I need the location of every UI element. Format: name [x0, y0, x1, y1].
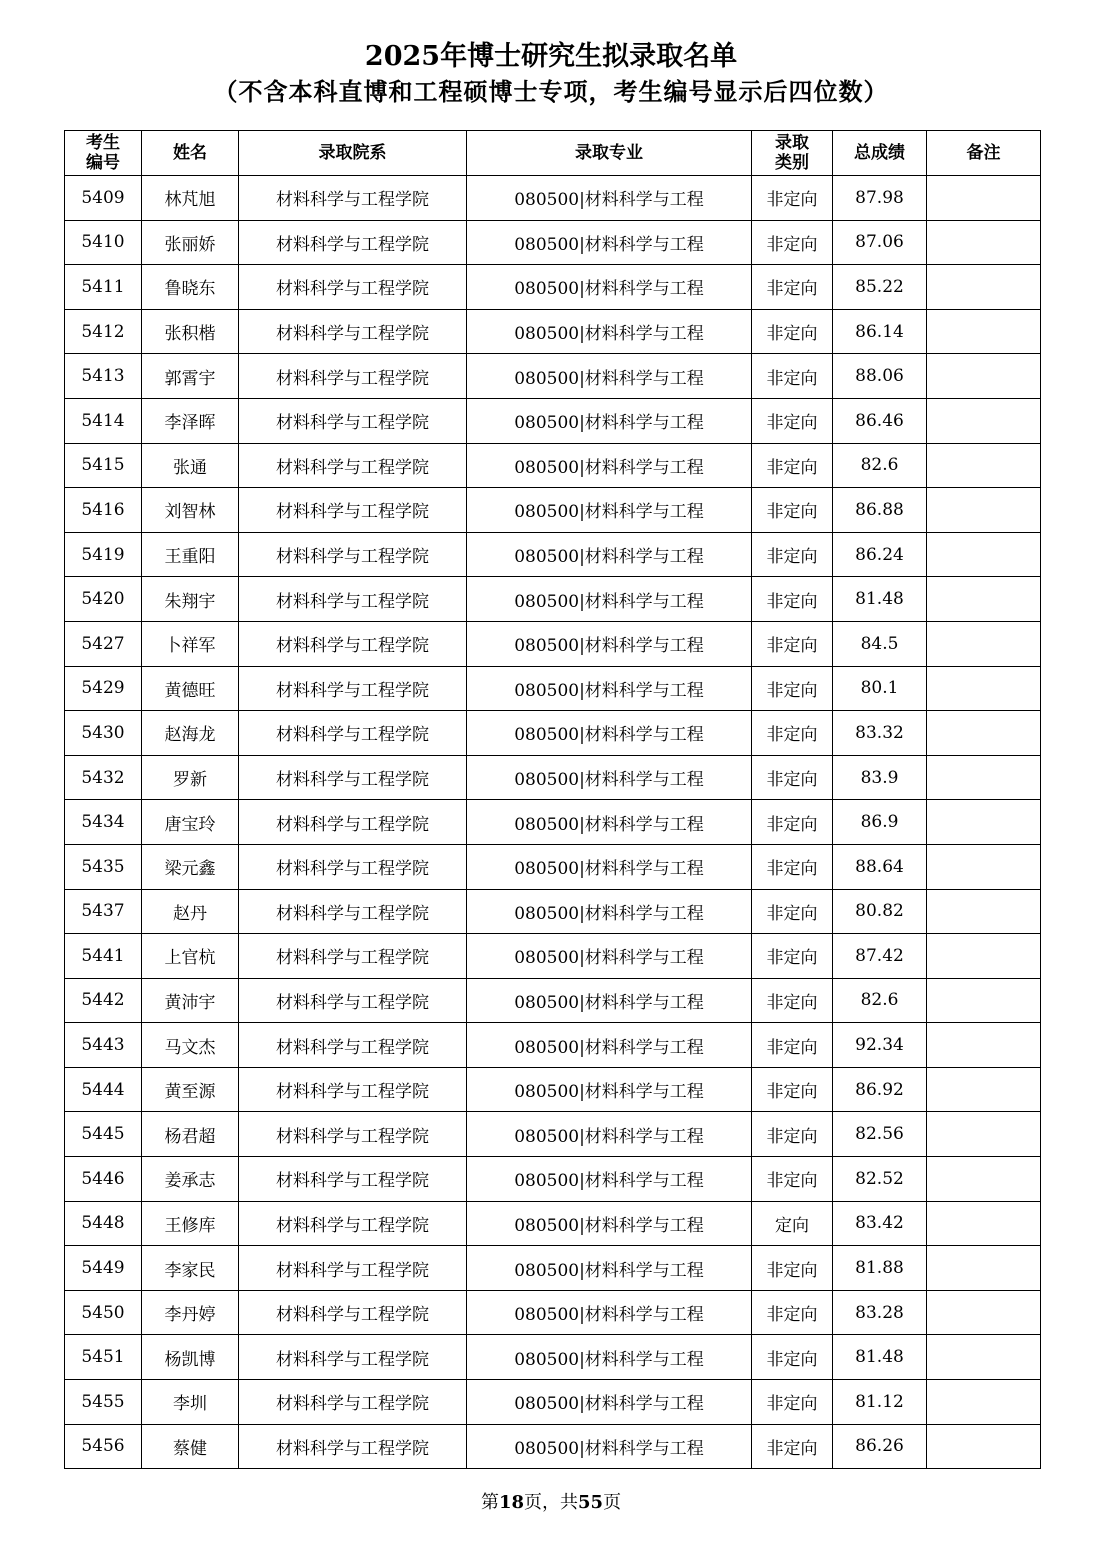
cell-department: 材料科学与工程学院 [239, 1290, 467, 1335]
cell-name: 卜祥军 [142, 621, 239, 666]
table-row [65, 176, 1041, 221]
cell-score: 81.12 [833, 1380, 927, 1425]
cell-category: 非定向 [752, 398, 833, 443]
cell-exam-id: 5434 [65, 800, 142, 845]
cell-score: 86.14 [833, 309, 927, 354]
cell-major: 080500|材料科学与工程 [467, 934, 752, 979]
cell-department: 材料科学与工程学院 [239, 621, 467, 666]
cell-remarks [927, 1335, 1041, 1380]
cell-score: 86.46 [833, 398, 927, 443]
cell-remarks [927, 711, 1041, 756]
cell-category: 非定向 [752, 666, 833, 711]
header-exam-id: 考生编号 [65, 131, 142, 176]
cell-exam-id: 5416 [65, 488, 142, 533]
cell-name: 王修库 [142, 1201, 239, 1246]
footer-page-total: 55 [578, 1492, 604, 1513]
cell-remarks [927, 1380, 1041, 1425]
cell-score: 82.56 [833, 1112, 927, 1157]
table-row [65, 1067, 1041, 1112]
cell-score: 82.52 [833, 1157, 927, 1202]
cell-category: 非定向 [752, 488, 833, 533]
table-row [65, 711, 1041, 756]
cell-major: 080500|材料科学与工程 [467, 220, 752, 265]
cell-remarks [927, 220, 1041, 265]
cell-score: 86.24 [833, 532, 927, 577]
cell-major: 080500|材料科学与工程 [467, 1246, 752, 1291]
header-score: 总成绩 [833, 131, 927, 176]
cell-category: 非定向 [752, 176, 833, 221]
cell-remarks [927, 443, 1041, 488]
cell-exam-id: 5430 [65, 711, 142, 756]
cell-major: 080500|材料科学与工程 [467, 1424, 752, 1469]
table-row [65, 1201, 1041, 1246]
table-row [65, 934, 1041, 979]
cell-department: 材料科学与工程学院 [239, 532, 467, 577]
cell-exam-id: 5437 [65, 889, 142, 934]
cell-remarks [927, 1290, 1041, 1335]
cell-name: 梁元鑫 [142, 844, 239, 889]
cell-major: 080500|材料科学与工程 [467, 844, 752, 889]
cell-score: 83.9 [833, 755, 927, 800]
cell-category: 非定向 [752, 844, 833, 889]
cell-score: 82.6 [833, 978, 927, 1023]
cell-department: 材料科学与工程学院 [239, 844, 467, 889]
cell-category: 非定向 [752, 1067, 833, 1112]
table-row [65, 1246, 1041, 1291]
cell-category: 非定向 [752, 621, 833, 666]
cell-name: 赵海龙 [142, 711, 239, 756]
cell-category: 非定向 [752, 934, 833, 979]
cell-category: 非定向 [752, 532, 833, 577]
table-row [65, 666, 1041, 711]
table-row [65, 1112, 1041, 1157]
cell-name: 罗新 [142, 755, 239, 800]
cell-major: 080500|材料科学与工程 [467, 978, 752, 1023]
table-row [65, 800, 1041, 845]
cell-major: 080500|材料科学与工程 [467, 800, 752, 845]
cell-category: 非定向 [752, 1157, 833, 1202]
table-row [65, 621, 1041, 666]
table-header-row [65, 131, 1041, 176]
cell-exam-id: 5413 [65, 354, 142, 399]
cell-major: 080500|材料科学与工程 [467, 1023, 752, 1068]
cell-score: 87.42 [833, 934, 927, 979]
cell-major: 080500|材料科学与工程 [467, 488, 752, 533]
table-row [65, 844, 1041, 889]
cell-major: 080500|材料科学与工程 [467, 1157, 752, 1202]
cell-category: 非定向 [752, 354, 833, 399]
cell-department: 材料科学与工程学院 [239, 443, 467, 488]
cell-score: 87.98 [833, 176, 927, 221]
cell-exam-id: 5409 [65, 176, 142, 221]
cell-department: 材料科学与工程学院 [239, 1201, 467, 1246]
cell-department: 材料科学与工程学院 [239, 398, 467, 443]
table-row [65, 443, 1041, 488]
table-row [65, 889, 1041, 934]
cell-score: 83.42 [833, 1201, 927, 1246]
cell-score: 83.32 [833, 711, 927, 756]
cell-major: 080500|材料科学与工程 [467, 176, 752, 221]
document-subtitle: （不含本科直博和工程硕博士专项，考生编号显示后四位数） [213, 77, 889, 106]
cell-name: 朱翔宇 [142, 577, 239, 622]
cell-name: 杨凯博 [142, 1335, 239, 1380]
cell-name: 马文杰 [142, 1023, 239, 1068]
cell-name: 张丽娇 [142, 220, 239, 265]
table-row [65, 577, 1041, 622]
cell-department: 材料科学与工程学院 [239, 978, 467, 1023]
table-row [65, 354, 1041, 399]
cell-score: 81.48 [833, 1335, 927, 1380]
header-name: 姓名 [142, 131, 239, 176]
cell-department: 材料科学与工程学院 [239, 1246, 467, 1291]
cell-exam-id: 5455 [65, 1380, 142, 1425]
cell-major: 080500|材料科学与工程 [467, 265, 752, 310]
cell-department: 材料科学与工程学院 [239, 755, 467, 800]
cell-major: 080500|材料科学与工程 [467, 711, 752, 756]
table-row [65, 755, 1041, 800]
cell-category: 非定向 [752, 755, 833, 800]
cell-exam-id: 5429 [65, 666, 142, 711]
table-body [65, 176, 1041, 1469]
cell-score: 81.48 [833, 577, 927, 622]
cell-remarks [927, 1157, 1041, 1202]
cell-department: 材料科学与工程学院 [239, 176, 467, 221]
cell-department: 材料科学与工程学院 [239, 1112, 467, 1157]
cell-name: 李圳 [142, 1380, 239, 1425]
cell-department: 材料科学与工程学院 [239, 1023, 467, 1068]
cell-score: 83.28 [833, 1290, 927, 1335]
cell-department: 材料科学与工程学院 [239, 934, 467, 979]
table-row [65, 488, 1041, 533]
cell-exam-id: 5420 [65, 577, 142, 622]
cell-category: 定向 [752, 1201, 833, 1246]
cell-exam-id: 5419 [65, 532, 142, 577]
cell-exam-id: 5427 [65, 621, 142, 666]
table-row [65, 398, 1041, 443]
cell-category: 非定向 [752, 1380, 833, 1425]
cell-score: 86.92 [833, 1067, 927, 1112]
cell-exam-id: 5456 [65, 1424, 142, 1469]
header-major: 录取专业 [467, 131, 752, 176]
cell-category: 非定向 [752, 265, 833, 310]
cell-major: 080500|材料科学与工程 [467, 1380, 752, 1425]
cell-exam-id: 5441 [65, 934, 142, 979]
cell-name: 李家民 [142, 1246, 239, 1291]
cell-name: 张积楷 [142, 309, 239, 354]
cell-exam-id: 5442 [65, 978, 142, 1023]
cell-remarks [927, 800, 1041, 845]
cell-exam-id: 5412 [65, 309, 142, 354]
cell-remarks [927, 755, 1041, 800]
cell-name: 姜承志 [142, 1157, 239, 1202]
cell-department: 材料科学与工程学院 [239, 220, 467, 265]
cell-score: 81.88 [833, 1246, 927, 1291]
cell-department: 材料科学与工程学院 [239, 309, 467, 354]
footer-middle: 页，共 [524, 1492, 578, 1513]
cell-major: 080500|材料科学与工程 [467, 532, 752, 577]
cell-name: 黄至源 [142, 1067, 239, 1112]
cell-name: 张通 [142, 443, 239, 488]
cell-major: 080500|材料科学与工程 [467, 1201, 752, 1246]
cell-department: 材料科学与工程学院 [239, 1335, 467, 1380]
cell-score: 86.9 [833, 800, 927, 845]
cell-remarks [927, 1023, 1041, 1068]
cell-exam-id: 5443 [65, 1023, 142, 1068]
cell-department: 材料科学与工程学院 [239, 889, 467, 934]
cell-score: 87.06 [833, 220, 927, 265]
cell-exam-id: 5448 [65, 1201, 142, 1246]
cell-exam-id: 5414 [65, 398, 142, 443]
cell-remarks [927, 577, 1041, 622]
footer-page-current: 18 [498, 1492, 524, 1513]
cell-category: 非定向 [752, 220, 833, 265]
cell-name: 王重阳 [142, 532, 239, 577]
table-row [65, 220, 1041, 265]
cell-score: 85.22 [833, 265, 927, 310]
cell-exam-id: 5411 [65, 265, 142, 310]
cell-category: 非定向 [752, 1424, 833, 1469]
cell-category: 非定向 [752, 1290, 833, 1335]
cell-major: 080500|材料科学与工程 [467, 309, 752, 354]
cell-department: 材料科学与工程学院 [239, 265, 467, 310]
cell-exam-id: 5432 [65, 755, 142, 800]
cell-remarks [927, 844, 1041, 889]
cell-remarks [927, 488, 1041, 533]
cell-remarks [927, 176, 1041, 221]
cell-name: 李泽晖 [142, 398, 239, 443]
cell-category: 非定向 [752, 1023, 833, 1068]
cell-remarks [927, 1424, 1041, 1469]
cell-major: 080500|材料科学与工程 [467, 755, 752, 800]
cell-remarks [927, 398, 1041, 443]
table-row [65, 1290, 1041, 1335]
cell-major: 080500|材料科学与工程 [467, 577, 752, 622]
cell-score: 88.06 [833, 354, 927, 399]
cell-name: 唐宝玲 [142, 800, 239, 845]
cell-department: 材料科学与工程学院 [239, 577, 467, 622]
cell-score: 88.64 [833, 844, 927, 889]
cell-category: 非定向 [752, 889, 833, 934]
cell-name: 赵丹 [142, 889, 239, 934]
footer-suffix: 页 [603, 1492, 622, 1513]
cell-name: 李丹婷 [142, 1290, 239, 1335]
table-row [65, 1424, 1041, 1469]
table-row [65, 1335, 1041, 1380]
footer-prefix: 第 [480, 1492, 499, 1513]
cell-category: 非定向 [752, 443, 833, 488]
cell-major: 080500|材料科学与工程 [467, 621, 752, 666]
cell-name: 黄沛宇 [142, 978, 239, 1023]
cell-score: 84.5 [833, 621, 927, 666]
table-row [65, 1380, 1041, 1425]
cell-exam-id: 5415 [65, 443, 142, 488]
cell-department: 材料科学与工程学院 [239, 666, 467, 711]
cell-name: 黄德旺 [142, 666, 239, 711]
cell-category: 非定向 [752, 1335, 833, 1380]
cell-major: 080500|材料科学与工程 [467, 889, 752, 934]
table-row [65, 265, 1041, 310]
cell-major: 080500|材料科学与工程 [467, 1067, 752, 1112]
cell-remarks [927, 532, 1041, 577]
cell-department: 材料科学与工程学院 [239, 354, 467, 399]
cell-remarks [927, 934, 1041, 979]
cell-major: 080500|材料科学与工程 [467, 1290, 752, 1335]
cell-exam-id: 5410 [65, 220, 142, 265]
cell-exam-id: 5435 [65, 844, 142, 889]
cell-remarks [927, 666, 1041, 711]
cell-name: 上官杭 [142, 934, 239, 979]
cell-major: 080500|材料科学与工程 [467, 666, 752, 711]
cell-category: 非定向 [752, 978, 833, 1023]
cell-department: 材料科学与工程学院 [239, 1424, 467, 1469]
cell-major: 080500|材料科学与工程 [467, 354, 752, 399]
cell-major: 080500|材料科学与工程 [467, 443, 752, 488]
cell-remarks [927, 1201, 1041, 1246]
cell-category: 非定向 [752, 1112, 833, 1157]
table-row [65, 1023, 1041, 1068]
cell-name: 刘智林 [142, 488, 239, 533]
cell-name: 蔡健 [142, 1424, 239, 1469]
header-department: 录取院系 [239, 131, 467, 176]
cell-category: 非定向 [752, 800, 833, 845]
cell-department: 材料科学与工程学院 [239, 1380, 467, 1425]
header-category: 录取类别 [752, 131, 833, 176]
cell-name: 郭霄宇 [142, 354, 239, 399]
cell-score: 80.82 [833, 889, 927, 934]
cell-score: 86.26 [833, 1424, 927, 1469]
cell-exam-id: 5450 [65, 1290, 142, 1335]
document-title: 2025年博士研究生拟录取名单 [364, 41, 738, 72]
cell-category: 非定向 [752, 577, 833, 622]
cell-exam-id: 5445 [65, 1112, 142, 1157]
cell-major: 080500|材料科学与工程 [467, 1335, 752, 1380]
cell-exam-id: 5451 [65, 1335, 142, 1380]
cell-name: 鲁晓东 [142, 265, 239, 310]
cell-exam-id: 5449 [65, 1246, 142, 1291]
table-row [65, 978, 1041, 1023]
cell-category: 非定向 [752, 1246, 833, 1291]
cell-major: 080500|材料科学与工程 [467, 1112, 752, 1157]
cell-remarks [927, 1112, 1041, 1157]
cell-exam-id: 5446 [65, 1157, 142, 1202]
table-row [65, 1157, 1041, 1202]
cell-score: 80.1 [833, 666, 927, 711]
cell-department: 材料科学与工程学院 [239, 711, 467, 756]
cell-remarks [927, 621, 1041, 666]
cell-major: 080500|材料科学与工程 [467, 398, 752, 443]
cell-department: 材料科学与工程学院 [239, 1067, 467, 1112]
cell-remarks [927, 265, 1041, 310]
cell-remarks [927, 1246, 1041, 1291]
cell-category: 非定向 [752, 309, 833, 354]
table-row [65, 309, 1041, 354]
table-row [65, 532, 1041, 577]
cell-department: 材料科学与工程学院 [239, 488, 467, 533]
admission-table [64, 130, 1041, 1469]
cell-score: 82.6 [833, 443, 927, 488]
cell-remarks [927, 354, 1041, 399]
cell-name: 林芃旭 [142, 176, 239, 221]
cell-department: 材料科学与工程学院 [239, 800, 467, 845]
header-remarks: 备注 [927, 131, 1041, 176]
cell-score: 92.34 [833, 1023, 927, 1068]
cell-department: 材料科学与工程学院 [239, 1157, 467, 1202]
cell-score: 86.88 [833, 488, 927, 533]
cell-remarks [927, 889, 1041, 934]
cell-category: 非定向 [752, 711, 833, 756]
page-footer [0, 1490, 1102, 1516]
cell-remarks [927, 1067, 1041, 1112]
cell-name: 杨君超 [142, 1112, 239, 1157]
cell-remarks [927, 978, 1041, 1023]
cell-exam-id: 5444 [65, 1067, 142, 1112]
cell-remarks [927, 309, 1041, 354]
